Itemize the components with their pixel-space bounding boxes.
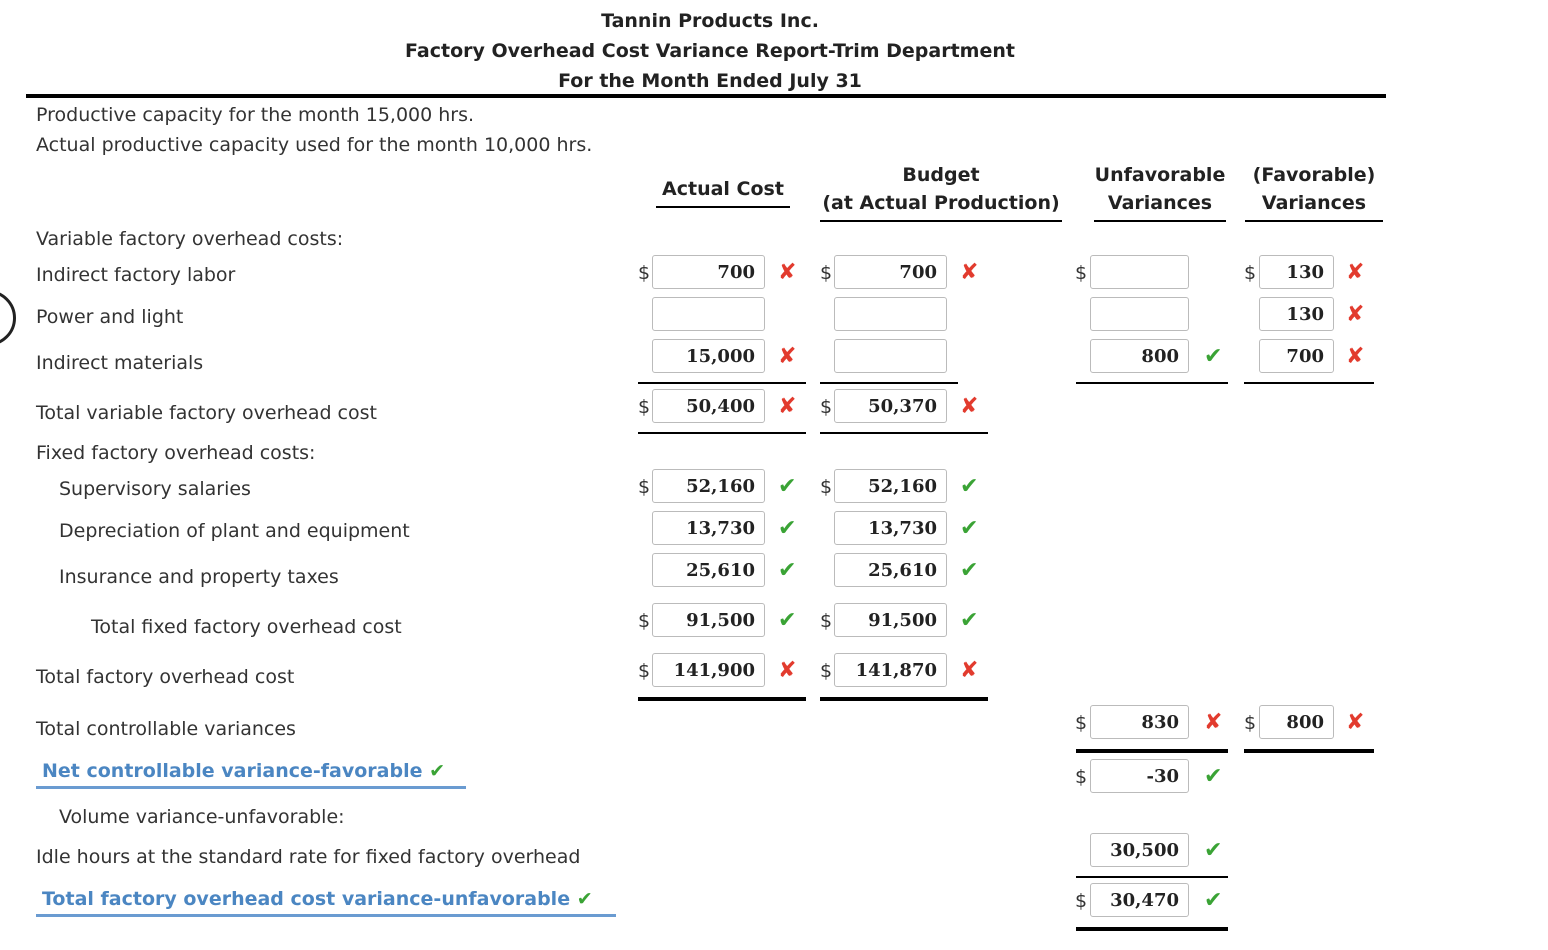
net-controllable-dropdown[interactable]: Net controllable variance-favorable ✔ xyxy=(42,760,445,782)
input-total-fixed-actual[interactable]: 91,500 xyxy=(652,603,765,637)
check-icon: ✔ xyxy=(778,516,797,541)
subtotal-rule xyxy=(638,382,806,384)
subtotal-rule xyxy=(820,382,958,384)
check-icon: ✔ xyxy=(1204,838,1223,863)
input-total-controllable-fav[interactable]: 800 xyxy=(1259,705,1334,739)
subtotal-rule xyxy=(638,432,806,434)
wrong-icon: ✘ xyxy=(1346,710,1365,735)
input-total-variable-budget[interactable]: 50,370 xyxy=(834,389,947,423)
dollar-sign: $ xyxy=(638,610,651,632)
fixed-header: Fixed factory overhead costs: xyxy=(36,442,316,464)
check-icon: ✔ xyxy=(778,558,797,583)
wrong-icon: ✘ xyxy=(960,260,979,285)
input-labor-actual[interactable]: 700 xyxy=(652,255,765,289)
dollar-sign: $ xyxy=(638,262,651,284)
total-double-rule xyxy=(1076,927,1228,931)
input-total-controllable-unfav[interactable]: 830 xyxy=(1090,705,1189,739)
actual-capacity-used: Actual productive capacity used for the month 10,000 hrs. xyxy=(36,134,593,156)
input-total-variance[interactable]: 30,470 xyxy=(1090,883,1189,917)
total-double-rule xyxy=(1244,749,1374,753)
input-total-fixed-budget[interactable]: 91,500 xyxy=(834,603,947,637)
check-icon: ✔ xyxy=(1204,764,1223,789)
input-depreciation-budget[interactable]: 13,730 xyxy=(834,511,947,545)
dollar-sign: $ xyxy=(638,660,651,682)
input-power-unfav[interactable] xyxy=(1090,297,1189,331)
label-indirect-materials: Indirect materials xyxy=(36,352,204,374)
col-actual-cost: Actual Cost xyxy=(656,175,790,203)
wrong-icon: ✘ xyxy=(778,394,797,419)
input-idle-hours[interactable]: 30,500 xyxy=(1090,833,1189,867)
label-indirect-labor: Indirect factory labor xyxy=(36,264,236,286)
input-materials-actual[interactable]: 15,000 xyxy=(652,339,765,373)
check-icon: ✔ xyxy=(960,474,979,499)
input-labor-fav[interactable]: 130 xyxy=(1259,255,1334,289)
input-power-fav[interactable]: 130 xyxy=(1259,297,1334,331)
label-insurance: Insurance and property taxes xyxy=(59,566,339,588)
check-icon: ✔ xyxy=(1204,888,1223,913)
dollar-sign: $ xyxy=(638,476,651,498)
input-materials-fav[interactable]: 700 xyxy=(1259,339,1334,373)
input-net-controllable[interactable]: -30 xyxy=(1090,759,1189,793)
total-double-rule xyxy=(638,697,806,701)
input-supervisory-budget[interactable]: 52,160 xyxy=(834,469,947,503)
dollar-sign: $ xyxy=(820,262,833,284)
col-budget: Budget (at Actual Production) xyxy=(820,161,1062,217)
report-title: Factory Overhead Cost Variance Report-Trim Department xyxy=(405,40,1015,62)
total-double-rule xyxy=(1076,749,1228,753)
subtotal-rule xyxy=(820,432,988,434)
col-unfavorable: Unfavorable Variances xyxy=(1094,161,1226,217)
wrong-icon: ✘ xyxy=(1204,710,1223,735)
dollar-sign: $ xyxy=(1075,766,1088,788)
header-rule xyxy=(26,94,1386,98)
wrong-icon: ✘ xyxy=(778,344,797,369)
input-power-budget[interactable] xyxy=(834,297,947,331)
col-favorable: (Favorable) Variances xyxy=(1245,161,1383,217)
check-icon: ✔ xyxy=(429,760,446,782)
dollar-sign: $ xyxy=(820,476,833,498)
dollar-sign: $ xyxy=(1244,262,1257,284)
label-total-overhead: Total factory overhead cost xyxy=(36,666,295,688)
check-icon: ✔ xyxy=(778,608,797,633)
wrong-icon: ✘ xyxy=(778,260,797,285)
cursor-circle xyxy=(0,290,16,346)
check-icon: ✔ xyxy=(960,608,979,633)
check-icon: ✔ xyxy=(576,888,593,910)
input-labor-unfav[interactable] xyxy=(1090,255,1189,289)
label-power-light: Power and light xyxy=(36,306,184,328)
check-icon: ✔ xyxy=(778,474,797,499)
label-depreciation: Depreciation of plant and equipment xyxy=(59,520,410,542)
dollar-sign: $ xyxy=(638,396,651,418)
label-supervisory: Supervisory salaries xyxy=(59,478,251,500)
input-insurance-actual[interactable]: 25,610 xyxy=(652,553,765,587)
dollar-sign: $ xyxy=(1075,262,1088,284)
company-name: Tannin Products Inc. xyxy=(601,10,819,32)
wrong-icon: ✘ xyxy=(960,394,979,419)
input-labor-budget[interactable]: 700 xyxy=(834,255,947,289)
wrong-icon: ✘ xyxy=(1346,260,1365,285)
input-total-variable-actual[interactable]: 50,400 xyxy=(652,389,765,423)
input-supervisory-actual[interactable]: 52,160 xyxy=(652,469,765,503)
input-total-overhead-budget[interactable]: 141,870 xyxy=(834,653,947,687)
subtotal-rule xyxy=(1244,382,1374,384)
variable-header: Variable factory overhead costs: xyxy=(36,228,344,250)
input-materials-budget[interactable] xyxy=(834,339,947,373)
input-insurance-budget[interactable]: 25,610 xyxy=(834,553,947,587)
dollar-sign: $ xyxy=(1244,712,1257,734)
wrong-icon: ✘ xyxy=(1346,344,1365,369)
label-total-controllable: Total controllable variances xyxy=(36,718,296,740)
volume-header: Volume variance-unfavorable: xyxy=(59,806,345,828)
wrong-icon: ✘ xyxy=(778,658,797,683)
check-icon: ✔ xyxy=(960,558,979,583)
productive-capacity: Productive capacity for the month 15,000 hrs. xyxy=(36,104,475,126)
input-total-overhead-actual[interactable]: 141,900 xyxy=(652,653,765,687)
input-materials-unfav[interactable]: 800 xyxy=(1090,339,1189,373)
report-period: For the Month Ended July 31 xyxy=(558,70,862,92)
input-depreciation-actual[interactable]: 13,730 xyxy=(652,511,765,545)
label-idle-hours: Idle hours at the standard rate for fixed factory overhead xyxy=(36,846,581,868)
subtotal-rule xyxy=(1076,382,1228,384)
check-icon: ✔ xyxy=(1204,344,1223,369)
subtotal-rule xyxy=(1076,876,1228,878)
wrong-icon: ✘ xyxy=(960,658,979,683)
dollar-sign: $ xyxy=(820,660,833,682)
input-power-actual[interactable] xyxy=(652,297,765,331)
wrong-icon: ✘ xyxy=(1346,302,1365,327)
dollar-sign: $ xyxy=(820,610,833,632)
total-double-rule xyxy=(820,697,988,701)
dollar-sign: $ xyxy=(820,396,833,418)
dollar-sign: $ xyxy=(1075,890,1088,912)
label-total-variable: Total variable factory overhead cost xyxy=(36,402,377,424)
label-total-fixed: Total fixed factory overhead cost xyxy=(91,616,402,638)
check-icon: ✔ xyxy=(960,516,979,541)
total-variance-dropdown[interactable]: Total factory overhead cost variance-unfavorable ✔ xyxy=(42,888,593,910)
dollar-sign: $ xyxy=(1075,712,1088,734)
